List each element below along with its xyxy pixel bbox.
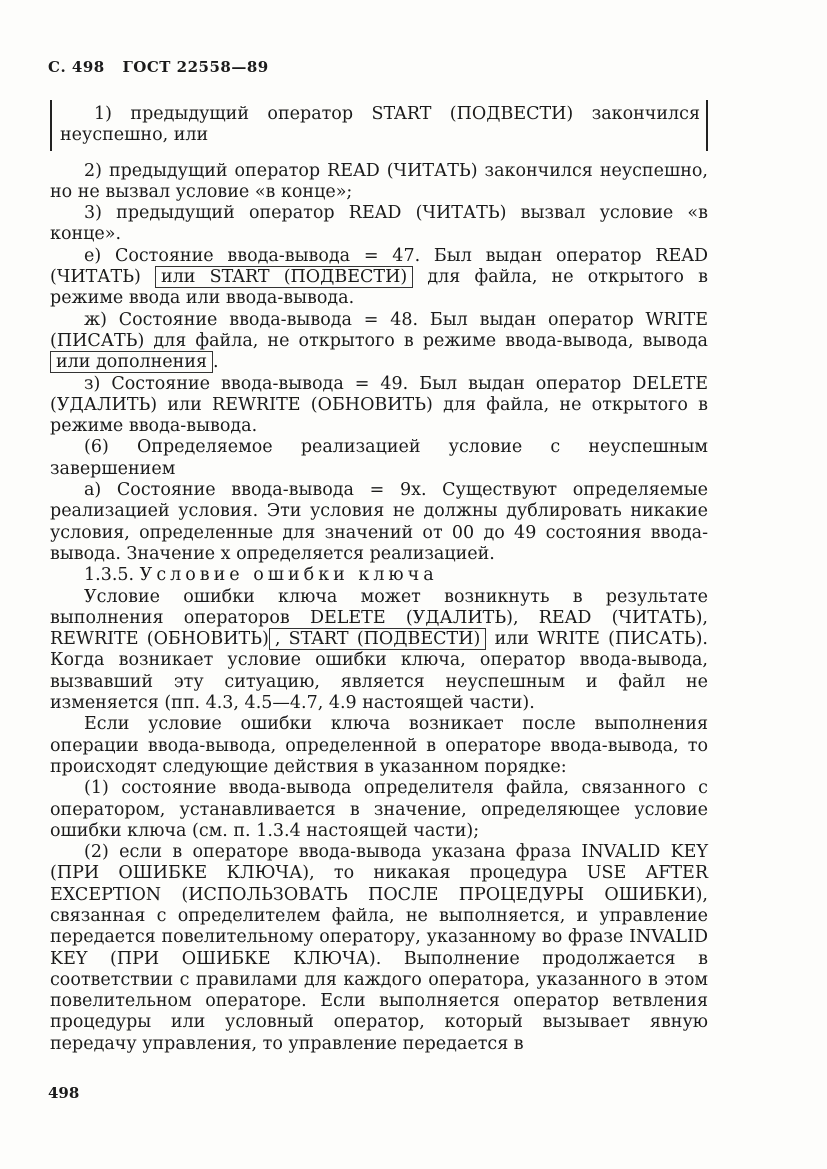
paragraph-amended-1: 1) предыдущий оператор START (ПОДВЕСТИ) закончился неуспешно, или <box>50 100 708 151</box>
paragraph-e <box>50 246 708 310</box>
paragraph-zh-start: ж) Состояние ввода-вывода = 48. Был выдан оператор WRITE (ПИСАТЬ) для файла, не открытого в режиме ввода-вывода, вывода <box>50 309 708 351</box>
paragraph-key-error-start: Условие ошибки ключа может возникнуть в результате выполнения операторов DELETE (УДАЛИТЬ), READ (ЧИТАТЬ), REWRITE (ОБНОВИТЬ) <box>50 586 708 650</box>
amendment-box: или дополнения <box>50 351 213 373</box>
page-header <box>48 58 281 76</box>
paragraph-zh <box>50 310 708 374</box>
paragraph-a: а) Состояние ввода-вывода = 9х. Существуют определяемые реализацией условия. Эти условия не должны дублировать никакие условия, определенные для значений от 00 до 49 состояния ввода-вывода. Значение х определяется реализацией. <box>50 480 708 564</box>
section-heading <box>50 565 708 586</box>
paragraph-zh-end: . <box>213 352 219 373</box>
amendment-box: или START (ПОДВЕСТИ) <box>155 266 413 288</box>
paragraph-key-error-end: или WRITE (ПИСАТЬ). Когда возникает условие ошибки ключа, оператор ввода-вывода, вызвавший эту ситуацию, является неуспешным и файл не изменяется (пп. 4.3, 4.5—4.7, 4.9 настоящей части). <box>50 629 708 714</box>
page-number: 498 <box>48 1084 80 1102</box>
paragraph-item-1: (1) состояние ввода-вывода определителя файла, связанного с оператором, устанавливается в значение, определяющее условие ошибки ключа (см. п. 1.3.4 настоящей части); <box>50 778 708 841</box>
standard-designation: ГОСТ 22558—89 <box>122 58 269 76</box>
page-body <box>50 100 708 1055</box>
paragraph-3: 3) предыдущий оператор READ (ЧИТАТЬ) вызвал условие «в конце». <box>50 203 708 245</box>
paragraph-item-2: (2) если в операторе ввода-вывода указана фраза INVALID KEY (ПРИ ОШИБКЕ КЛЮЧА), то никакая процедура USE AFTER EXCEPTION (ИСПОЛЬЗОВАТЬ ПОСЛЕ ПРОЦЕДУРЫ ОШИБКИ), связанная с определителем файла, не выполняется, и управление передается повелительному оператору, указанному во фразе INVALID KEY (ПРИ ОШИБКЕ КЛЮЧА). Выполнение продолжается в соответствии с правилами для каждого оператора, указанного в этом повелительном операторе. Если выполняется оператор ветвления процедуры или условный оператор, который вызывает явную передачу управления, то управление передается в <box>50 842 708 1054</box>
amendment-box: , START (ПОДВЕСТИ) <box>269 628 486 650</box>
section-number: 1.3.5. <box>84 565 135 586</box>
paragraph-e-end: для файла, не открытого в режиме ввода или ввода-вывода. <box>50 267 708 309</box>
paragraph-sequence: Если условие ошибки ключа возникает после выполнения операции ввода-вывода, определенной в операторе ввода-вывода, то происходят следующие действия в указанном порядке: <box>50 714 708 777</box>
paragraph-2: 2) предыдущий оператор READ (ЧИТАТЬ) закончился неуспешно, но не вызвал условие «в конце»; <box>50 160 708 202</box>
page-reference: С. 498 <box>48 58 105 76</box>
paragraph-6: (6) Определяемое реализацией условие с неуспешным завершением <box>50 437 708 479</box>
paragraph-z: з) Состояние ввода-вывода = 49. Был выдан оператор DELETE (УДАЛИТЬ) или REWRITE (ОБНОВИТЬ) для файла, не открытого в режиме ввода-вывода. <box>50 373 708 437</box>
paragraph-e-start: е) Состояние ввода-вывода = 47. Был выдан оператор READ (ЧИТАТЬ) <box>50 245 708 288</box>
paragraph-key-error <box>50 587 708 715</box>
section-title: Условие ошибки ключа <box>139 565 438 586</box>
